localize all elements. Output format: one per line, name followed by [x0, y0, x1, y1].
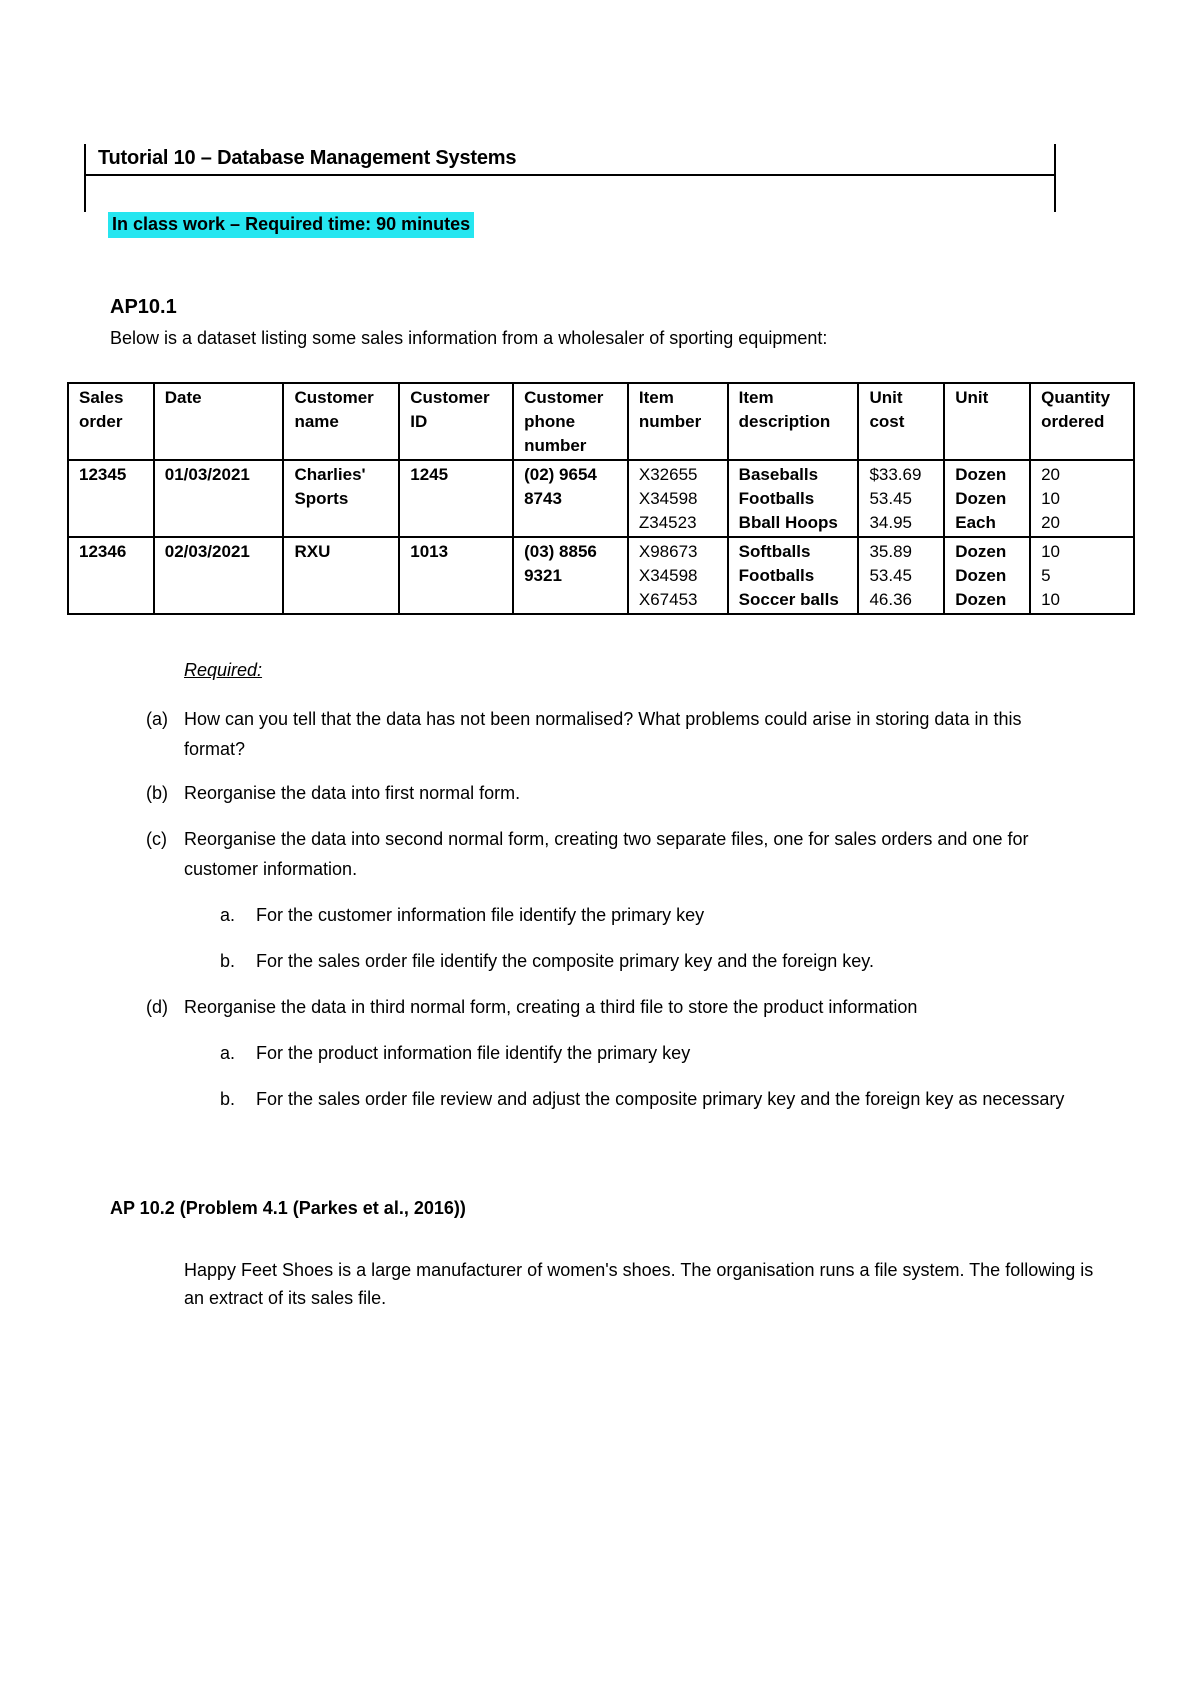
unit-cell: [944, 460, 1030, 537]
unit-cost: 35.89: [869, 542, 912, 561]
unit-cost: 46.36: [869, 590, 912, 609]
section-intro: Below is a dataset listing some sales information from a wholesaler of sporting equipment:: [110, 328, 828, 348]
item-description: Footballs: [738, 566, 815, 585]
column-header: Date: [154, 383, 284, 460]
unit: Each: [955, 513, 996, 532]
column-header: Unit: [944, 383, 1030, 460]
sales-order-cell: 12346: [68, 537, 154, 614]
title-bar: [84, 144, 1056, 212]
unit: Dozen: [955, 542, 1007, 561]
unit-cost: 53.45: [869, 489, 912, 508]
phone-cell: (03) 8856 9321: [513, 537, 628, 614]
subquestion-label: a.: [220, 905, 236, 925]
quantity: 20: [1041, 465, 1061, 484]
item-description: Soccer balls: [738, 590, 839, 609]
item-number: Z34523: [638, 513, 697, 532]
unit-cost: 34.95: [869, 513, 912, 532]
date-cell: 02/03/2021: [154, 537, 284, 614]
question-label: (c): [146, 829, 167, 849]
item-number: X34598: [638, 566, 698, 585]
quantity: 10: [1041, 590, 1061, 609]
column-header: Sales order: [68, 383, 154, 460]
question-text: How can you tell that the data has not been normalised? What problems could arise in storing data in this format?: [184, 709, 1022, 759]
item-number-cell: [628, 537, 728, 614]
subquestion-text: For the product information file identify the primary key: [256, 1043, 691, 1063]
column-header: Item number: [628, 383, 728, 460]
unit-cell: [944, 537, 1030, 614]
item-description: Footballs: [738, 489, 815, 508]
section-paragraph: Happy Feet Shoes is a large manufacturer of women's shoes. The organisation runs a file system. The following is an extract of its sales file.: [184, 1260, 1094, 1308]
subquestion-text: For the customer information file identify the primary key: [256, 905, 705, 925]
item-number: X98673: [638, 542, 698, 561]
table-header-row: [68, 383, 1134, 460]
subquestion-label: b.: [220, 1089, 236, 1109]
section-heading-ap10-1: AP10.1: [110, 296, 177, 318]
item-description: Bball Hoops: [738, 513, 838, 532]
title-bar-left-rule: [84, 144, 86, 212]
quantity: 20: [1041, 513, 1061, 532]
quantity: 5: [1041, 566, 1051, 585]
section-heading-ap10-2: AP 10.2 (Problem 4.1 (Parkes et al., 2016)): [110, 1198, 466, 1218]
column-header: Unit cost: [858, 383, 944, 460]
customer-name-cell: Charlies' Sports: [283, 460, 399, 537]
item-description-cell: [728, 537, 859, 614]
customer-id-cell: 1245: [399, 460, 513, 537]
customer-name-cell: RXU: [283, 537, 399, 614]
sales-data-table: [67, 382, 1135, 615]
quantity: 10: [1041, 542, 1061, 561]
item-number: X67453: [638, 590, 698, 609]
subquestion-text: For the sales order file review and adjust the composite primary key and the foreign key as necessary: [256, 1089, 1065, 1109]
unit: Dozen: [955, 465, 1007, 484]
item-number: X34598: [638, 489, 698, 508]
unit-cost: 53.45: [869, 566, 912, 585]
column-header: Item description: [728, 383, 859, 460]
item-number: X32655: [638, 465, 698, 484]
unit-cost-cell: [858, 537, 944, 614]
required-time-highlight: In class work – Required time: 90 minutes: [108, 212, 474, 238]
subquestion-text: For the sales order file identify the composite primary key and the foreign key.: [256, 951, 874, 971]
subquestion-label: a.: [220, 1043, 236, 1063]
subquestion-label: b.: [220, 951, 236, 971]
unit-cost: $33.69: [869, 465, 922, 484]
quantity-cell: [1030, 460, 1134, 537]
column-header: Customer phone number: [513, 383, 628, 460]
date-cell: 01/03/2021: [154, 460, 284, 537]
unit: Dozen: [955, 566, 1007, 585]
question-label: (b): [146, 783, 168, 803]
item-description: Baseballs: [738, 465, 819, 484]
sales-order-cell: 12345: [68, 460, 154, 537]
customer-id-cell: 1013: [399, 537, 513, 614]
question-label: (a): [146, 709, 168, 729]
column-header: Quantity ordered: [1030, 383, 1134, 460]
question-text: Reorganise the data into first normal form.: [184, 783, 521, 803]
question-text: Reorganise the data into second normal form, creating two separate files, one for sales orders and one for customer information.: [184, 829, 1029, 879]
page-title: Tutorial 10 – Database Management Systems: [98, 147, 517, 169]
question-label: (d): [146, 997, 168, 1017]
quantity-cell: [1030, 537, 1134, 614]
item-description: Softballs: [738, 542, 811, 561]
column-header: Customer ID: [399, 383, 513, 460]
question-text: Reorganise the data in third normal form, creating a third file to store the product information: [184, 997, 918, 1017]
unit: Dozen: [955, 489, 1007, 508]
column-header: Customer name: [283, 383, 399, 460]
table-row: [68, 460, 1134, 537]
item-description-cell: [728, 460, 859, 537]
quantity: 10: [1041, 489, 1061, 508]
table-row: [68, 537, 1134, 614]
phone-cell: (02) 9654 8743: [513, 460, 628, 537]
title-bar-underline: [84, 174, 1056, 176]
required-label: Required:: [184, 660, 263, 680]
title-bar-right-rule: [1054, 144, 1056, 212]
item-number-cell: [628, 460, 728, 537]
unit: Dozen: [955, 590, 1007, 609]
unit-cost-cell: [858, 460, 944, 537]
